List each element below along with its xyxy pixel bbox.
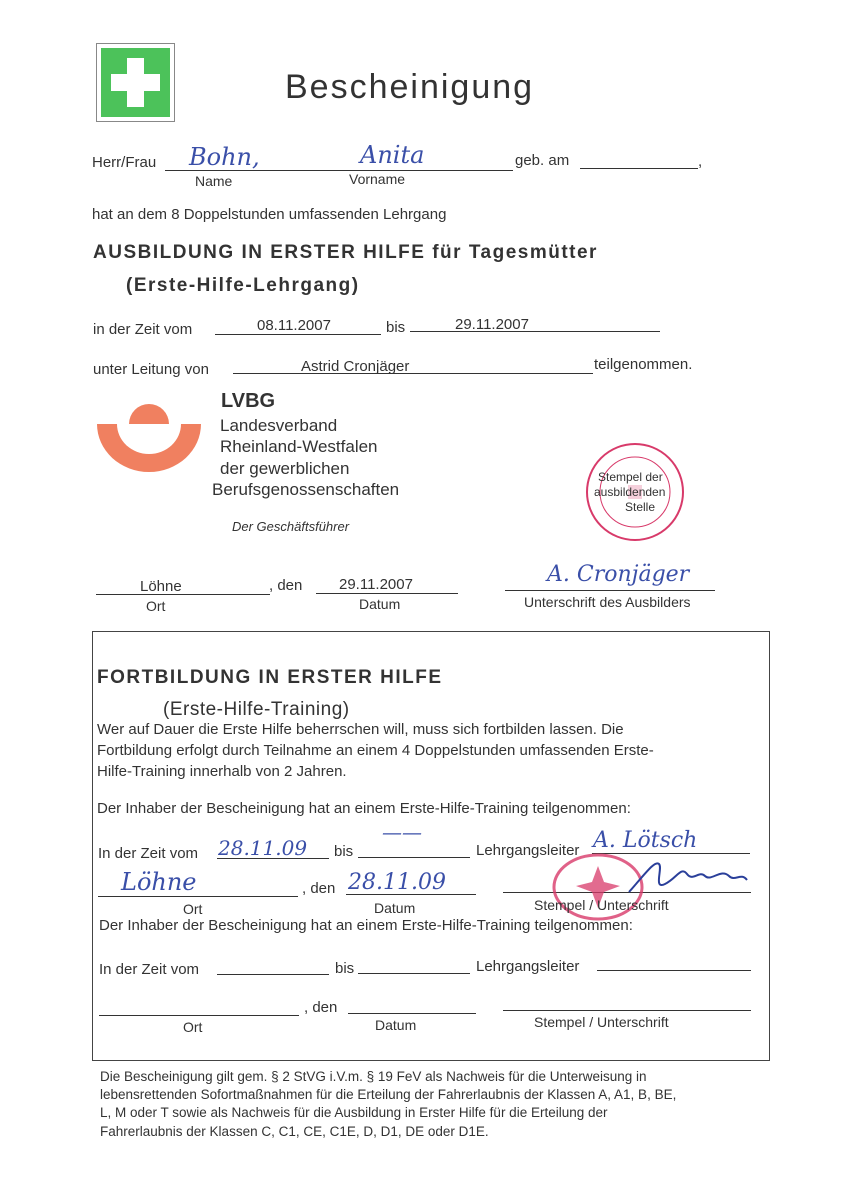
stamp-text-1: Stempel der [598,470,663,484]
course-zeit-label: in der Zeit vom [93,321,193,338]
stamp-text-3: Stelle [625,500,656,514]
course-title: AUSBILDUNG IN ERSTER HILFE für Tagesmütter [93,242,598,263]
geb-label: geb. am [515,152,570,169]
person-prefix: Herr/Frau [92,154,157,171]
course-leitung-value: Astrid Cronjäger [301,358,410,375]
course-leitung-label: unter Leitung von [93,361,209,378]
footer-text-3: L, M oder T sowie als Nachweis für die Ausbildung in Erster Hilfe für die Erteilung der [100,1105,608,1120]
course-teilgenommen: teilgenommen. [594,356,693,373]
entry2-stempel-caption: Stempel / Unterschrift [534,1014,669,1030]
entry1-datum-caption: Datum [374,900,416,916]
name-value: Bohn, [189,143,260,171]
org-abbr: LVBG [221,390,276,412]
entry1-den-label: , den [302,880,336,897]
course-subtitle: (Erste-Hilfe-Lehrgang) [126,275,360,296]
stamp-text-2: ausbildenden [594,485,666,499]
org-line1: Landesverband [220,416,338,435]
entry1-ort-caption: Ort [183,901,203,917]
first-aid-logo [96,43,175,122]
page-title: Bescheinigung [285,68,535,106]
geb-suffix: , [698,153,703,170]
sign1-ort-caption: Ort [146,598,166,614]
fortbildung-inhaber-1: Der Inhaber der Bescheinigung hat an einem Erste-Hilfe-Training teilgenommen: [97,800,631,817]
entry1-from: 28.11.09 [218,836,308,860]
vorname-value: Anita [360,141,425,169]
entry1-ort: Löhne [121,868,197,896]
entry2-datum-caption: Datum [375,1017,417,1033]
course-intro: hat an dem 8 Doppelstunden umfassenden Lehrgang [92,206,447,223]
fortbildung-title: FORTBILDUNG IN ERSTER HILFE [97,667,443,688]
name-caption: Name [195,173,233,189]
course-from: 08.11.2007 [257,317,331,334]
sign1-signer-caption: Unterschrift des Ausbilders [524,594,691,610]
org-role: Der Geschäftsführer [232,519,350,534]
org-line2: Rheinland-Westfalen [220,437,378,456]
footer-text-2: lebensrettenden Sofortmaßnahmen für die Erteilung der Fahrerlaubnis der Klassen A, A1, B, BE, [100,1087,677,1102]
entry1-datum: 28.11.09 [348,870,446,895]
entry2-leiter-label: Lehrgangsleiter [476,958,580,975]
entry2-ort-caption: Ort [183,1019,203,1035]
entry1-leiter: A. Lötsch [593,828,698,853]
org-line4: Berufsgenossenschaften [212,480,400,499]
sign1-datum-caption: Datum [359,596,401,612]
sign1-ort: Löhne [140,578,182,595]
sign1-datum: 29.11.2007 [339,576,413,593]
course-bis-label: bis [386,319,406,336]
entry1-to: —— [382,820,422,844]
entry1-zeit-label: In der Zeit vom [98,845,199,862]
footer-text-1: Die Bescheinigung gilt gem. § 2 StVG i.V.m. § 19 FeV als Nachweis für die Unterweisung in [100,1069,647,1084]
fortbildung-desc3: Hilfe-Training innerhalb von 2 Jahren. [97,763,347,780]
entry1-stempel-caption: Stempel / Unterschrift [534,897,669,913]
fortbildung-desc1: Wer auf Dauer die Erste Hilfe beherrschen will, muss sich fortbilden lassen. Die [97,721,624,738]
entry1-signature-icon [625,854,750,898]
entry2-den-label: , den [304,999,338,1016]
entry2-bis-label: bis [335,960,355,977]
entry1-bis-label: bis [334,843,354,860]
fortbildung-desc2: Fortbildung erfolgt durch Teilnahme an einem 4 Doppelstunden umfassenden Erste- [97,742,654,759]
sign1-den: , den [269,577,303,594]
course-to: 29.11.2007 [455,316,529,333]
first-aid-cross-icon [101,48,170,117]
fortbildung-inhaber-2: Der Inhaber der Bescheinigung hat an einem Erste-Hilfe-Training teilgenommen: [99,917,633,934]
footer-text-4: Fahrerlaubnis der Klassen C, C1, CE, C1E, D, D1, DE oder D1E. [100,1124,489,1139]
vorname-caption: Vorname [349,171,406,187]
sign1-signature: A. Cronjäger [547,562,690,587]
lvbg-logo-icon [97,404,201,472]
entry1-leiter-label: Lehrgangsleiter [476,842,580,859]
org-line3: der gewerblichen [220,459,350,478]
fortbildung-subtitle: (Erste-Hilfe-Training) [163,699,350,720]
entry2-zeit-label: In der Zeit vom [99,961,200,978]
